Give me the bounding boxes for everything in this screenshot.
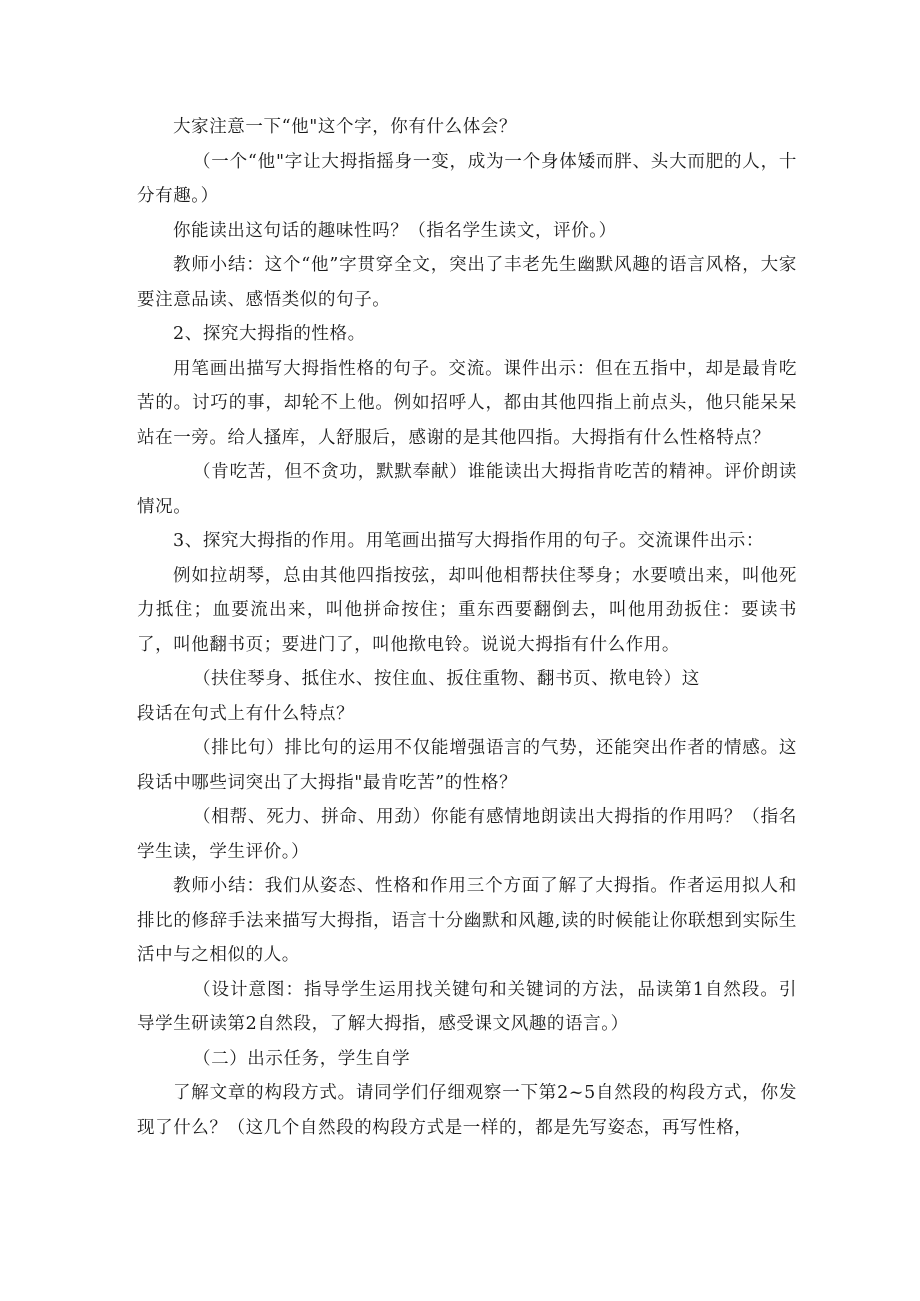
- paragraph-14: 教师小结：我们从姿态、性格和作用三个方面了解了大拇指。作者运用拟人和排比的修辞手法来描写大拇指，语言十分幽默和风趣,读的时候能让你联想到实际生活中与之相似的人。: [137, 876, 797, 965]
- paragraph-5: 2、探究大拇指的性格。: [173, 324, 366, 344]
- paragraph-12: （排比句）排比句的运用不仅能增强语言的气势，还能突出作者的情感。这段话中哪些词突出了大拇指"最肯吃苦”的性格？: [137, 738, 797, 793]
- document-body: [137, 110, 797, 1145]
- paragraph-2: （一个“他"字让大拇指摇身一变，成为一个身体矮而胖、头大而肥的人，十分有趣。）: [137, 151, 797, 206]
- paragraph-9: 例如拉胡琴，总由其他四指按弦，却叫他相帮扶住琴身；水要喷出来，叫他死力抵住；血要流出来，叫他拼命按住；重东西要翻倒去，叫他用劲扳住：要读书了，叫他翻书页；要进门了，叫他揿电铃。说说大拇指有什么作用。: [137, 565, 797, 655]
- paragraph-13: （相帮、死力、拼命、用劲）你能有感情地朗读出大拇指的作用吗？（指名学生读，学生评价。）: [137, 807, 797, 862]
- paragraph-6: 用笔画出描写大拇指性格的句子。交流。课件出示：但在五指中，却是最肯吃苦的。讨巧的事，却轮不上他。例如招呼人，都由其他四指上前点头，他只能呆呆站在一旁。给人搔库，人舒服后，感谢的是其他四指。大拇指有什么性格特点？: [137, 358, 797, 448]
- paragraph-4: 教师小结：这个“他”字贯穿全文，突出了丰老先生幽默风趣的语言风格，大家要注意品读、感悟类似的句子。: [137, 255, 797, 310]
- paragraph-7: （肯吃苦，但不贪功，默默奉献）谁能读出大拇指肯吃苦的精神。评价朗读情况。: [137, 462, 797, 517]
- paragraph-1: 大家注意一下“他"这个字，你有什么体会？: [173, 117, 517, 137]
- paragraph-8: 3、探究大拇指的作用。用笔画出描写大拇指作用的句子。交流课件出示：: [173, 531, 764, 551]
- paragraph-10: （扶住琴身、抵住水、按住血、扳住重物、翻书页、揿电铃）这: [193, 669, 700, 689]
- paragraph-3: 你能读出这句话的趣味性吗？（指名学生读文，评价。）: [173, 220, 617, 241]
- paragraph-17: 了解文章的构段方式。请同学们仔细观察一下第2~5自然段的构段方式，你发现了什么？（这几个自然段的构段方式是一样的，都是先写姿态，再写性格，: [137, 1083, 797, 1138]
- paragraph-15: （设计意图：指导学生运用找关键句和关键词的方法，品读第1自然段。引导学生研读第2自然段，了解大拇指，感受课文风趣的语言。）: [137, 979, 797, 1034]
- paragraph-16: （二）出示任务，学生自学: [193, 1048, 411, 1069]
- paragraph-11: 段话在句式上有什么特点？: [137, 703, 355, 724]
